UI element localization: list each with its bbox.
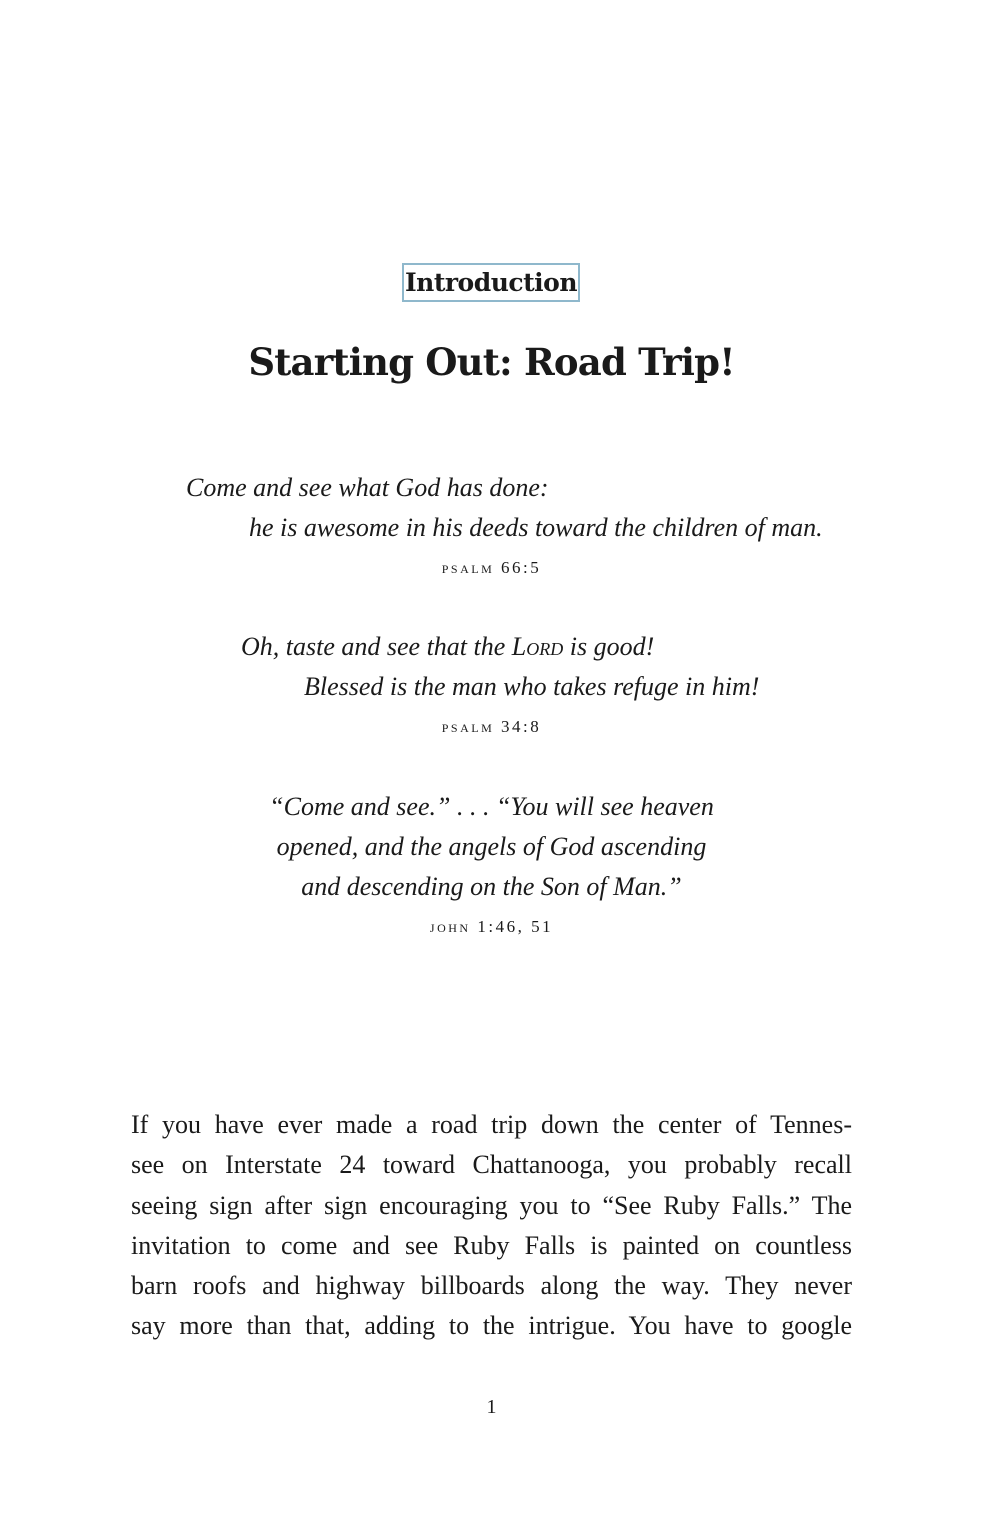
epigraph-citation: psalm 34:8 [441, 717, 542, 736]
epigraph-text: Oh, taste and see that the [241, 632, 512, 661]
epigraph-line [241, 627, 696, 667]
epigraph-citation: john 1:46, 51 [429, 917, 554, 936]
epigraph-line: and descending on the Son of Man.” [301, 872, 682, 901]
epigraph-line: Blessed is the man who takes refuge in him! [304, 672, 760, 701]
epigraph-psalm-34 [241, 627, 760, 707]
epigraph-citation: psalm 66:5 [441, 558, 542, 577]
epigraph-line: Come and see what God has done: [186, 473, 549, 502]
epigraph-line: he is awesome in his deeds toward the children of man. [249, 513, 823, 542]
body-line: see on Interstate 24 toward Chattanooga, you probably recall [131, 1150, 852, 1180]
body-paragraph [131, 1105, 852, 1347]
body-line: If you have ever made a road trip down the center of Tennes- [131, 1110, 852, 1139]
epigraph-text: is good! [563, 632, 655, 661]
epigraph-john-1 [0, 787, 983, 907]
epigraph-psalm-66 [186, 468, 823, 548]
page-number: 1 [486, 1396, 497, 1418]
chapter-label: Introduction [402, 263, 580, 302]
epigraph-line: opened, and the angels of God ascending [276, 832, 707, 861]
body-line: say more than that, adding to the intrigue. You have to google [131, 1311, 852, 1341]
body-line: barn roofs and highway billboards along the way. They never [131, 1271, 852, 1301]
body-line: invitation to come and see Ruby Falls is painted on countless [131, 1230, 852, 1260]
chapter-title: Starting Out: Road Trip! [248, 340, 735, 384]
body-line: seeing sign after sign encouraging you to “See Ruby Falls.” The [131, 1190, 852, 1220]
lord-small-caps: Lord [511, 632, 564, 661]
epigraph-line: “Come and see.” . . . “You will see heaven [269, 792, 714, 821]
